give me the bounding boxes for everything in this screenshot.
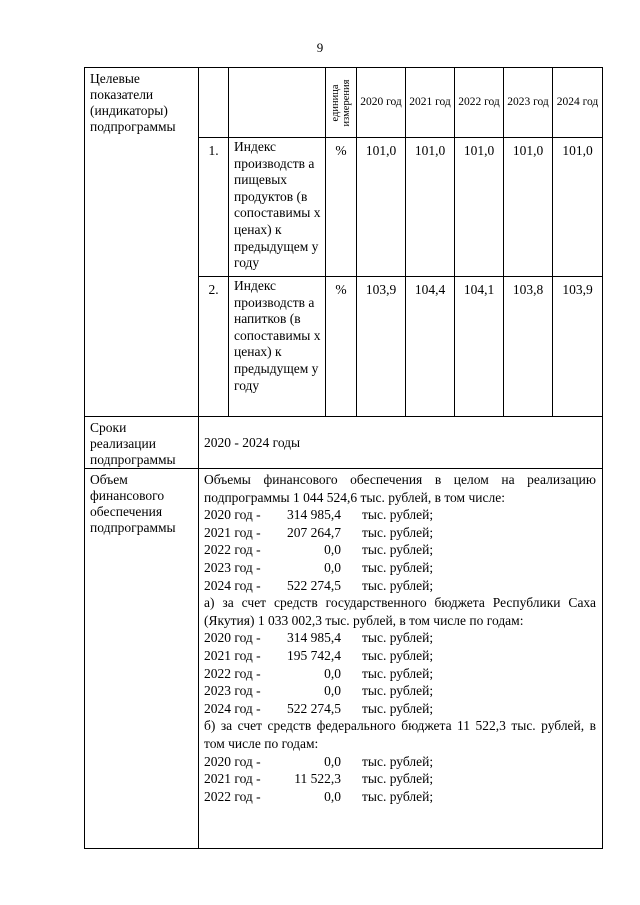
line-amount: 522 274,5	[287, 577, 341, 593]
line-year: 2021 год -	[204, 524, 261, 540]
financing-line	[204, 506, 596, 524]
year-header: 2024 год	[553, 68, 603, 138]
line-year: 2023 год -	[204, 559, 261, 575]
line-unit: тыс. рублей;	[362, 665, 434, 681]
financing-section-b: б) за счет средств федерального бюджета 11 522,3 тыс. рублей, в том числе по годам:	[204, 718, 596, 751]
financing-line	[204, 541, 596, 559]
financing-intro: Объемы финансового обеспечения в целом на реализацию подпрограммы 1 044 524,6 тыс. рублей, в том числе:	[204, 472, 596, 505]
line-year: 2021 год -	[204, 771, 261, 787]
indicator-value: 101,0	[553, 138, 603, 277]
year-header: 2020 год	[357, 68, 406, 138]
header-num-cell	[199, 68, 229, 138]
line-amount: 0,0	[324, 788, 341, 804]
financing-row	[85, 469, 603, 849]
line-year: 2021 год -	[204, 647, 261, 663]
year-header: 2021 год	[406, 68, 455, 138]
line-amount: 314 985,4	[287, 507, 341, 523]
line-year: 2022 год -	[204, 665, 261, 681]
line-unit: тыс. рублей;	[362, 683, 434, 699]
subprogram-passport-table	[84, 67, 603, 849]
line-year: 2020 год -	[204, 753, 261, 769]
line-amount: 11 522,3	[294, 771, 341, 787]
line-year: 2022 год -	[204, 788, 261, 804]
line-amount: 314 985,4	[287, 630, 341, 646]
line-unit: тыс. рублей;	[362, 647, 434, 663]
line-amount: 0,0	[324, 559, 341, 575]
line-unit: тыс. рублей;	[362, 559, 434, 575]
indicator-name: Индекс производств а напитков (в сопоставимы х ценах) к предыдущем у году	[229, 277, 326, 417]
indicator-value: 101,0	[504, 138, 553, 277]
indicator-value: 103,9	[357, 277, 406, 417]
financing-content	[199, 469, 603, 849]
line-amount: 0,0	[324, 683, 341, 699]
year-header: 2023 год	[504, 68, 553, 138]
financing-line	[204, 629, 596, 647]
financing-line	[204, 665, 596, 683]
indicator-unit: %	[326, 138, 357, 277]
financing-label: Объем финансового обеспечения подпрограммы	[85, 469, 199, 849]
line-unit: тыс. рублей;	[362, 507, 434, 523]
financing-line	[204, 577, 596, 595]
line-year: 2022 год -	[204, 542, 261, 558]
financing-line	[204, 700, 596, 718]
line-unit: тыс. рублей;	[362, 771, 434, 787]
line-year: 2020 год -	[204, 507, 261, 523]
indicator-number: 2.	[199, 277, 229, 417]
indicator-value: 101,0	[455, 138, 504, 277]
line-unit: тыс. рублей;	[362, 700, 434, 716]
indicator-value: 103,8	[504, 277, 553, 417]
financing-line	[204, 559, 596, 577]
indicator-value: 101,0	[357, 138, 406, 277]
line-year: 2024 год -	[204, 700, 261, 716]
unit-header-cell	[326, 68, 357, 138]
line-unit: тыс. рублей;	[362, 542, 434, 558]
line-year: 2024 год -	[204, 577, 261, 593]
line-unit: тыс. рублей;	[362, 524, 434, 540]
page-number: 9	[316, 40, 324, 55]
terms-row	[85, 417, 603, 469]
indicators-header-row	[85, 68, 603, 138]
year-header: 2022 год	[455, 68, 504, 138]
terms-value: 2020 - 2024 годы	[199, 417, 603, 469]
line-year: 2023 год -	[204, 683, 261, 699]
line-amount: 207 264,7	[287, 524, 341, 540]
indicator-value: 104,1	[455, 277, 504, 417]
financing-line	[204, 524, 596, 542]
line-year: 2020 год -	[204, 630, 261, 646]
indicator-value: 103,9	[553, 277, 603, 417]
financing-line	[204, 753, 596, 771]
indicator-value: 101,0	[406, 138, 455, 277]
line-unit: тыс. рублей;	[362, 577, 434, 593]
indicator-value: 104,4	[406, 277, 455, 417]
indicator-unit: %	[326, 277, 357, 417]
financing-line	[204, 682, 596, 700]
financing-line	[204, 647, 596, 665]
unit-header: единица измерения	[330, 79, 352, 126]
indicator-number: 1.	[199, 138, 229, 277]
line-unit: тыс. рублей;	[362, 788, 434, 804]
financing-line	[204, 770, 596, 788]
financing-line	[204, 788, 596, 806]
indicator-name: Индекс производств а пищевых продуктов (в сопоставимы х ценах) к предыдущем у году	[229, 138, 326, 277]
line-amount: 195 742,4	[287, 647, 341, 663]
terms-label: Сроки реализации подпрограммы	[85, 417, 199, 469]
line-amount: 522 274,5	[287, 700, 341, 716]
indicators-label: Целевые показатели (индикаторы) подпрограммы	[85, 68, 199, 417]
line-unit: тыс. рублей;	[362, 630, 434, 646]
line-unit: тыс. рублей;	[362, 753, 434, 769]
line-amount: 0,0	[324, 753, 341, 769]
line-amount: 0,0	[324, 542, 341, 558]
financing-section-a: а) за счет средств государственного бюджета Республики Саха (Якутия) 1 033 002,3 тыс. рублей, в том числе по годам:	[204, 595, 596, 628]
line-amount: 0,0	[324, 665, 341, 681]
header-name-cell	[229, 68, 326, 138]
